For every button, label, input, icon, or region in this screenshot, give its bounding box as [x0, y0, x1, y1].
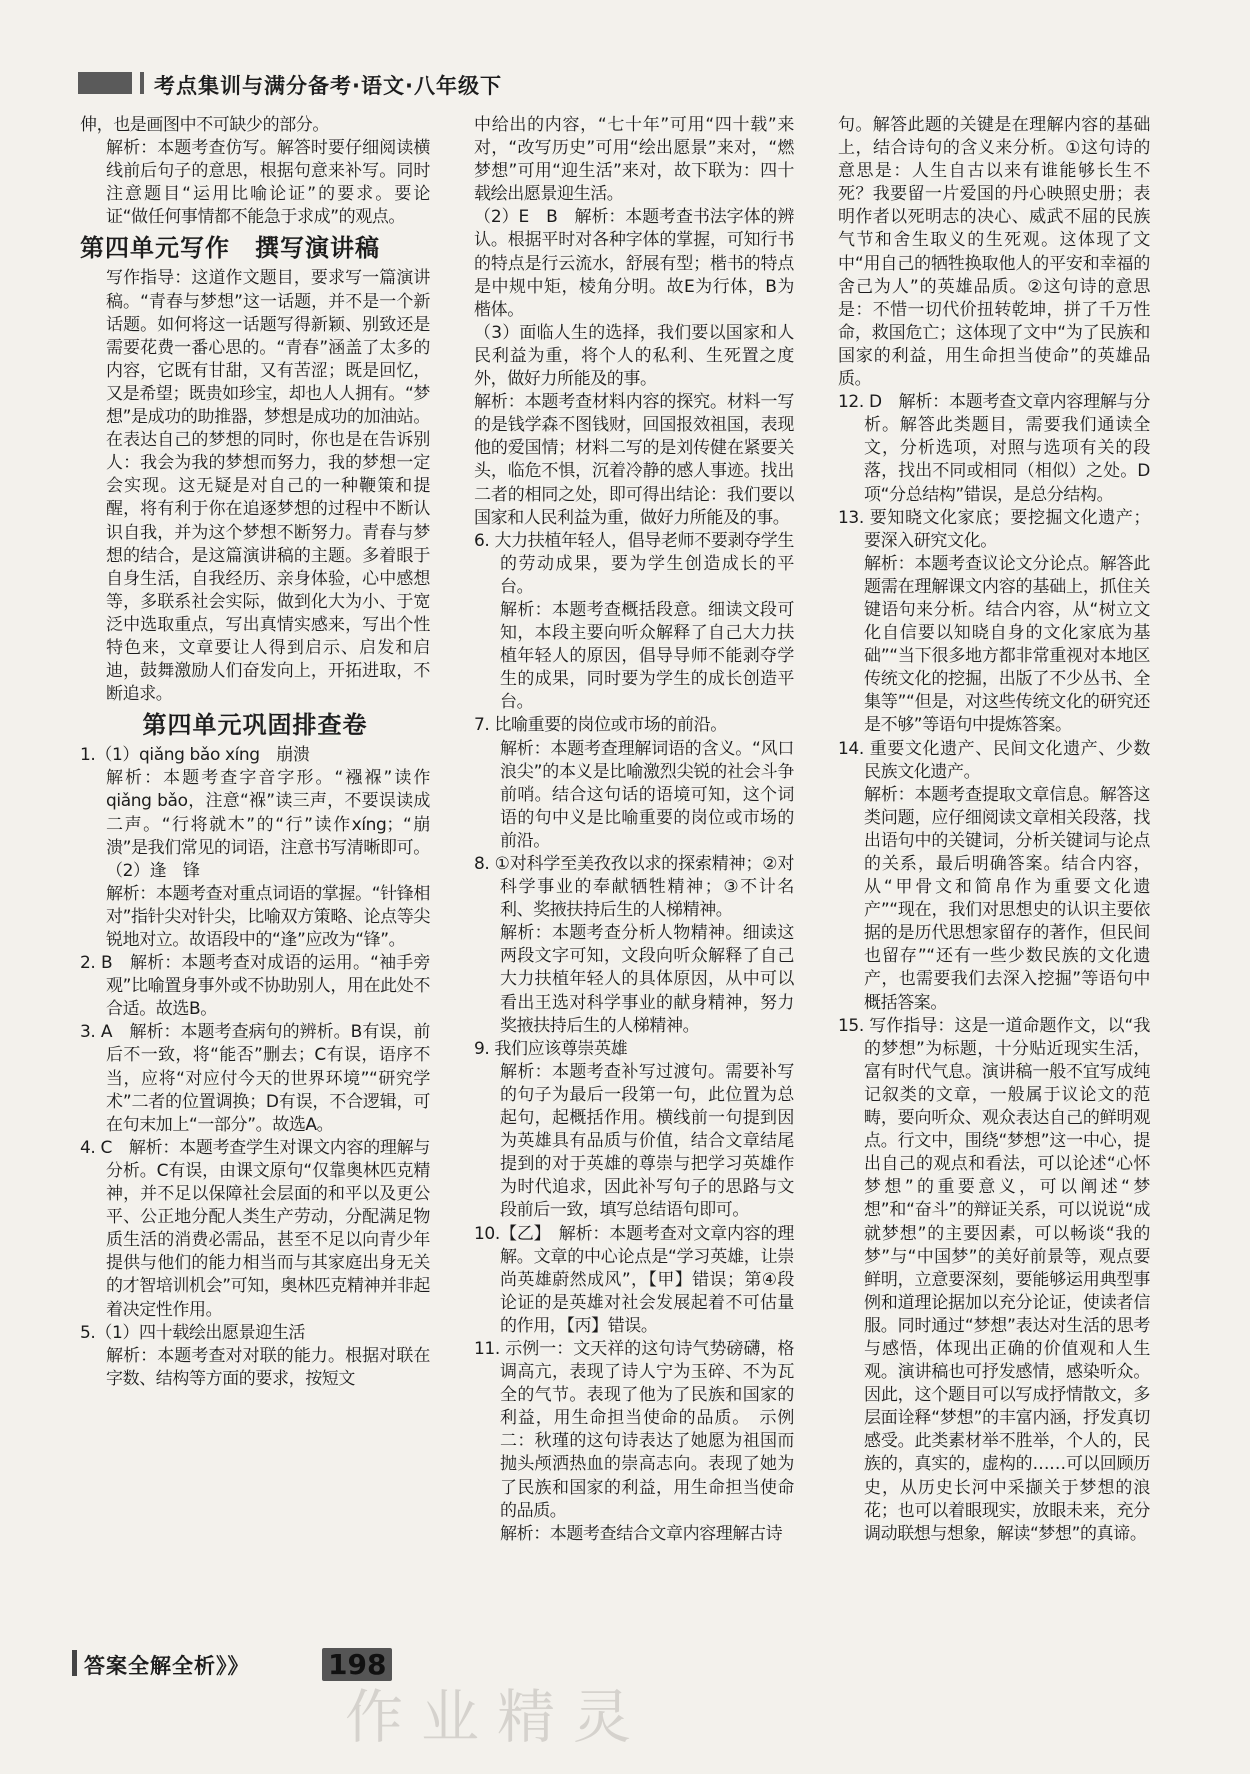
- answer-paragraph: 解析：本题考查结合文章内容理解古诗: [500, 1523, 783, 1544]
- answer-paragraph: 解析：本题考查补写过渡句。需要补写的句子为最后一段第一句，此位置为总起句，起概括作用。横线前一句提到因为英雄具有品质与价值，结合文章结尾提到的对于英雄的尊崇与把学习英雄作为时代追求，因此补写句子的思路与文段前后一致，填写总结语句即可。: [500, 1061, 794, 1221]
- answer-paragraph: 解析：本题考查议论文分论点。解答此题需在理解课文内容的基础上，抓住关键语句来分析。结合内容，从“树立文化自信要以知晓自身的文化家底为基础”“当下很多地方都非常重视对本地区传统文化的挖掘，出版了不少丛书、全集等”“但是，对这些传统文化的研究还是不够”等语句中提炼答案。: [864, 553, 1150, 736]
- text-column-right: [838, 114, 1150, 1546]
- answer-paragraph: 解析：本题考查仿写。解答时要仔细阅读横线前后句子的意思，根据句意来补写。同时注意题目“运用比喻论证”的要求。要论证“做任何事情都不能急于求成”的观点。: [106, 138, 430, 228]
- answer-paragraph: 写作指导：这道作文题目，要求写一篇演讲稿。“青春与梦想”这一话题，并不是一个新话题。如何将这一话题写得新颖、别致还是需要花费一番心思的。“青春”涵盖了太多的内容，它既有甘甜，又有苦涩；既是回忆，又是希望；既贵如珍宝，却也人人拥有。“梦想”是成功的助推器，梦想是成功的加油站。在表达自己的梦想的同时，你也是在告诉别人：我会为我的梦想而努力，我的梦想一定会实现。这无疑是对自己的一种鞭策和提醒，将有利于你在追逐梦想的过程中不断认识自我，并为这个梦想不断努力。青春与梦想的结合，是这篇演讲稿的主题。多着眼于自身生活，自我经历、亲身体验，心中感想等，多联系社会实际，做到化大为小、于宽泛中选取重点，写出真情实感来，写出个性特色来，文章要让人得到启示、启发和启迪，鼓舞激励人们奋发向上，开拓进取，不断追求。: [106, 268, 430, 705]
- answer-paragraph: 3. A 解析：本题考查病句的辨析。B有误，前后不一致，将“能否”删去；C有误，语序不当，应将“对应付今天的世界环境”“研究学术”二者的位置调换；D有误，不合逻辑，可在句末加上“一部分”。故选A。: [80, 1022, 430, 1135]
- watermark-text: 作业精灵: [345, 1683, 650, 1751]
- page-footer: [72, 1648, 392, 1681]
- answer-paragraph: 10.【乙】 解析：本题考查对文章内容的理解。文章的中心论点是“学习英雄，让崇尚英雄蔚然成风”，【甲】错误；第④段论证的是英雄对社会发展起着不可估量的作用，【丙】错误。: [474, 1223, 794, 1336]
- answer-paragraph: 解析：本题考查字音字形。“襁褓”读作qiǎng bǎo，注意“褓”读三声，不要误读成二声。“行将就木”的“行”读作xíng；“崩溃”是我们常见的词语，注意书写清晰即可。: [106, 768, 430, 858]
- footer-bar-decoration: [72, 1650, 77, 1676]
- answer-paragraph: （3）面临人生的选择，我们要以国家和人民利益为重，将个人的私利、生死置之度外，做好力所能及的事。: [474, 322, 794, 390]
- answer-paragraph: （2）逢 锋: [106, 860, 200, 881]
- answer-paragraph: 伸，也是画图中不可缺少的部分。: [80, 115, 329, 135]
- page-header: [78, 70, 1118, 96]
- answer-paragraph: 14. 重要文化遗产、民间文化遗产、少数民族文化遗产。: [838, 738, 1150, 782]
- answer-paragraph: 12. D 解析：本题考查文章内容理解与分析。解答此类题目，需要我们通读全文，分析选项，对照与选项有关的段落，找出不同或相同（相似）之处。D项“分总结构”错误，是总分结构。: [838, 392, 1150, 505]
- answer-paragraph: 解析：本题考查材料内容的探究。材料一写的是钱学森不图钱财，回国报效祖国，表现他的爱国情；材料二写的是刘传健在紧要关头，临危不惧，沉着冷静的感人事迹。找出二者的相同之处，即可得出结论：我们要以国家和人民利益为重，做好力所能及的事。: [474, 392, 794, 528]
- answer-paragraph: 11. 示例一：文天祥的这句诗气势磅礴，格调高亢，表现了诗人宁为玉碎、不为瓦全的气节。表现了他为了民族和国家的利益，用生命担当使命的品质。 示例二：秋瑾的这句诗表达了她愿为祖国而抛头颅洒热血的崇高志向。表现了她为了民族和国家的利益，用生命担当使命的品质。: [474, 1338, 794, 1521]
- answer-paragraph: 中给出的内容，“七十年”可用“四十载”来对，“改写历史”可用“绘出愿景”来对，“燃梦想”可用“迎生活”来对，故下联为：四十载绘出愿景迎生活。: [474, 115, 794, 205]
- answer-paragraph: （2）E B 解析：本题考查书法字体的辨认。根据平时对各种字体的掌握，可知行书的特点是行云流水，舒展有型；楷书的特点是中规中矩，棱角分明。故E为行体，B为楷体。: [474, 207, 794, 320]
- answer-paragraph: 解析：本题考查对重点词语的掌握。“针锋相对”指针尖对针尖，比喻双方策略、论点等尖锐地对立。故语段中的“逢”应改为“锋”。: [106, 883, 430, 950]
- book-title: 考点集训与满分备考·语文·八年级下: [154, 74, 502, 98]
- page-number: 198: [322, 1648, 392, 1681]
- answer-paragraph: 7. 比喻重要的岗位或市场的前沿。: [474, 715, 727, 736]
- answer-paragraph: 1.（1）qiǎng bǎo xíng 崩溃: [80, 745, 310, 766]
- answer-paragraph: 9. 我们应该尊崇英雄: [474, 1038, 628, 1059]
- text-column-middle: [474, 114, 794, 1546]
- answer-paragraph: 15. 写作指导：这是一道命题作文，以“我的梦想”为标题，十分贴近现实生活，富有时代气息。演讲稿一般不宜写成纯记叙类的文章，一般属于议论文的范畴，要向听众、观众表达自己的鲜明观点。行文中，围绕“梦想”这一中心，提出自己的观点和看法，可以论述“心怀梦想”的重要意义，可以阐述“梦想”和“奋斗”的辩证关系，可以说说“成就梦想”的主要因素，可以畅谈“我的梦”与“中国梦”的美好前景等，观点要鲜明，立意要深刻，要能够运用典型事例和道理论据加以充分论证，使读者信服。同时通过“梦想”表达对生活的思考与感悟，体现出正确的价值观和人生观。演讲稿也可抒发感情，感染听众。因此，这个题目可以写成抒情散文，多层面诠释“梦想”的丰富内涵，抒发真切感受。此类素材举不胜举，个人的，民族的，真实的，虚构的……可以回顾历史，从历史长河中采撷关于梦想的浪花；也可以着眼现实，放眼未来，充分调动联想与想象，解读“梦想”的真谛。: [838, 1015, 1150, 1544]
- answer-paragraph: 13. 要知晓文化家底；要挖掘文化遗产；要深入研究文化。: [838, 507, 1150, 551]
- answer-paragraph: 5.（1）四十载绘出愿景迎生活: [80, 1322, 306, 1343]
- answer-paragraph: 解析：本题考查概括段意。细读文段可知，本段主要向听众解释了自己大力扶植年轻人的原因，倡导导师不能剥夺学生的成果，同时要为学生的成长创造平台。: [500, 599, 794, 713]
- answer-paragraph: 4. C 解析：本题考查学生对课文内容的理解与分析。C有误，由课文原句“仅靠奥林匹克精神，并不足以保障社会层面的和平以及更公平、公正地分配人类生产劳动，分配满足物质生活的消费必需品，甚至不足以向青少年提供与他们的能力相当而与其家庭出身无关的才智培训机会”可知，奥林匹克精神并非起着决定性作用。: [80, 1137, 430, 1320]
- answer-paragraph: 8. ①对科学至美孜孜以求的探索精神；②对科学事业的奉献牺牲精神；③不计名利、奖掖扶持后生的人梯精神。: [474, 854, 794, 921]
- answer-paragraph: 2. B 解析：本题考查对成语的运用。“袖手旁观”比喻置身事外或不协助别人，用在此处不合适。故选B。: [80, 953, 430, 1020]
- text-column-left: [80, 114, 430, 1391]
- answer-paragraph: 解析：本题考查理解词语的含义。“风口浪尖”的本义是比喻激烈尖锐的社会斗争前哨。结合这句话的语境可知，这个词语的句中义是比喻重要的岗位或市场的前沿。: [500, 738, 794, 851]
- answer-paragraph: 解析：本题考查对对联的能力。根据对联在字数、结构等方面的要求，按短文: [106, 1345, 430, 1389]
- section-heading: 第四单元写作 撰写演讲稿: [80, 233, 380, 263]
- answer-paragraph: 句。解答此题的关键是在理解内容的基础上，结合诗句的含义来分析。①这句诗的意思是：人生自古以来有谁能够长生不死？我要留一片爱国的丹心映照史册；表明作者以死明志的决心、威武不屈的民族气节和舍生取义的生死观。这体现了文中“用自己的牺牲换取他人的平安和幸福的舍己为人”的英雄品质。②这句诗的意思是：不惜一切代价扭转乾坤，拼了千万性命，救国危亡；这体现了文中“为了民族和国家的利益，用生命担当使命”的英雄品质。: [838, 115, 1150, 390]
- footer-label: 答案全解全析》》: [84, 1654, 250, 1678]
- answer-paragraph: 6. 大力扶植年轻人，倡导老师不要剥夺学生的劳动成果，要为学生创造成长的平台。: [474, 530, 794, 597]
- answer-paragraph: 解析：本题考查提取文章信息。解答这类问题，应仔细阅读文章相关段落，找出语句中的关键词，分析关键词与论点的关系，最后明确答案。结合内容，从“甲骨文和简帛作为重要文化遗产”“现在，我们对思想史的认识主要依据的是历代思想家留存的著作，但民间也留存”“还有一些少数民族的文化遗产，也需要我们去深入挖掘”等语句中概括答案。: [864, 784, 1150, 1013]
- section-heading: 第四单元巩固排查卷: [142, 710, 368, 740]
- header-bar-decoration: [78, 72, 132, 94]
- answer-paragraph: 解析：本题考查分析人物精神。细读这两段文字可知，文段向听众解释了自己大力扶植年轻人的具体原因，从中可以看出王选对科学事业的献身精神，努力奖掖扶持后生的人梯精神。: [500, 923, 794, 1036]
- header-divider: [140, 72, 144, 94]
